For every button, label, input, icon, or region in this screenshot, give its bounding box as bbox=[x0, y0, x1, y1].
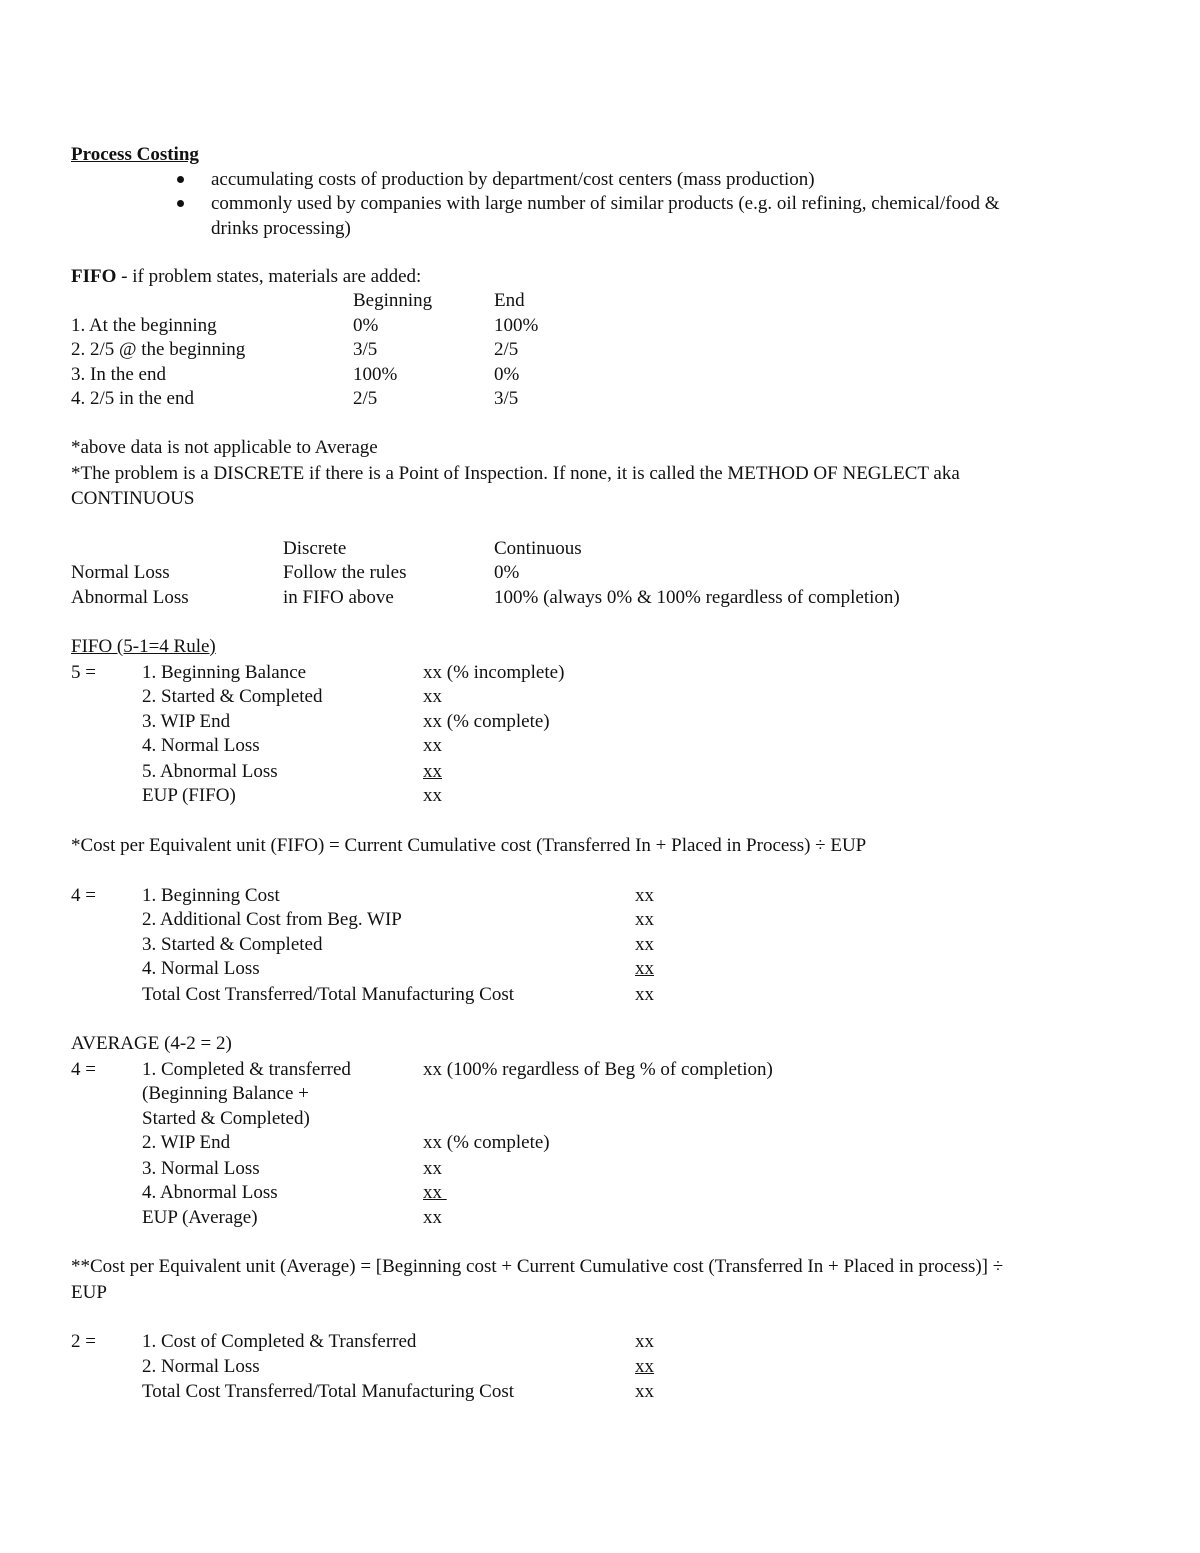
cost-note-fifo: *Cost per Equivalent unit (FIFO) = Current Cumulative cost (Transferred In + Placed in Process) ÷ EUP bbox=[71, 835, 867, 856]
note-discrete-continued: CONTINUOUS bbox=[71, 488, 195, 509]
bullet-icon bbox=[177, 176, 184, 183]
fifo-row-end: 2/5 bbox=[494, 339, 519, 360]
equation-prefix: 4 = bbox=[71, 1059, 96, 1080]
cost-row-label: 1. Cost of Completed & Transferred bbox=[142, 1331, 417, 1352]
cost-row-label: 1. Beginning Cost bbox=[142, 885, 280, 906]
column-header-discrete: Discrete bbox=[283, 538, 347, 559]
bullet-text: accumulating costs of production by department/cost centers (mass production) bbox=[211, 169, 815, 190]
cost-note-average-continued: EUP bbox=[71, 1282, 107, 1303]
eup-row-label: 4. Normal Loss bbox=[142, 735, 260, 756]
eup-row-label: 1. Beginning Balance bbox=[142, 662, 307, 683]
bullet-text: commonly used by companies with large number of similar products (e.g. oil refining, chemical/food & bbox=[211, 193, 1000, 214]
cost-row-value: xx bbox=[635, 909, 654, 930]
cost-total-value: xx bbox=[635, 984, 654, 1005]
cost-row-value: xx bbox=[635, 885, 654, 906]
eup-total-label: EUP (Average) bbox=[142, 1207, 258, 1228]
note-discrete: *The problem is a DISCRETE if there is a Point of Inspection. If none, it is called the METHOD OF NEGLECT aka bbox=[71, 463, 960, 484]
column-header-continuous: Continuous bbox=[494, 538, 582, 559]
eup-row-label: 2. WIP End bbox=[142, 1132, 231, 1153]
bullet-text-continued: drinks processing) bbox=[211, 218, 351, 239]
cost-row-value: xx bbox=[635, 958, 654, 979]
eup-row-label: 1. Completed & transferred bbox=[142, 1059, 351, 1080]
loss-row-continuous: 100% (always 0% & 100% regardless of completion) bbox=[494, 587, 900, 608]
cost-row-value: xx bbox=[635, 934, 654, 955]
fifo-row-label: 1. At the beginning bbox=[71, 315, 217, 336]
eup-row-value: xx bbox=[423, 686, 442, 707]
cost-total-label: Total Cost Transferred/Total Manufacturing Cost bbox=[142, 1381, 515, 1402]
cost-row-value: xx bbox=[635, 1331, 654, 1352]
loss-row-discrete: in FIFO above bbox=[283, 587, 394, 608]
eup-row-label: 2. Started & Completed bbox=[142, 686, 323, 707]
fifo-row-end: 100% bbox=[494, 315, 539, 336]
section-heading-average: AVERAGE (4-2 = 2) bbox=[71, 1033, 232, 1054]
equation-prefix: 5 = bbox=[71, 662, 96, 683]
eup-row-value: xx bbox=[423, 735, 442, 756]
fifo-row-beginning: 3/5 bbox=[353, 339, 378, 360]
column-header-beginning: Beginning bbox=[353, 290, 433, 311]
column-header-end: End bbox=[494, 290, 525, 311]
equation-prefix: 4 = bbox=[71, 885, 96, 906]
cost-row-value: xx bbox=[635, 1356, 654, 1377]
cost-row-label: 4. Normal Loss bbox=[142, 958, 260, 979]
cost-total-value: xx bbox=[635, 1381, 654, 1402]
section-heading-fifo: FIFO (5-1=4 Rule) bbox=[71, 636, 216, 657]
eup-row-value: xx bbox=[423, 1158, 442, 1179]
eup-row-label: 3. WIP End bbox=[142, 711, 231, 732]
fifo-row-beginning: 0% bbox=[353, 315, 379, 336]
eup-total-label: EUP (FIFO) bbox=[142, 785, 236, 806]
eup-row-label-continued: Started & Completed) bbox=[142, 1108, 310, 1129]
fifo-intro-line bbox=[71, 266, 421, 288]
page-title: Process Costing bbox=[71, 144, 199, 165]
eup-total-value: xx bbox=[423, 785, 442, 806]
cost-total-label: Total Cost Transferred/Total Manufacturing Cost bbox=[142, 984, 515, 1005]
cost-row-label: 2. Normal Loss bbox=[142, 1356, 260, 1377]
eup-row-value: xx bbox=[423, 761, 442, 782]
fifo-row-label: 2. 2/5 @ the beginning bbox=[71, 339, 246, 360]
cost-note-average: **Cost per Equivalent unit (Average) = [Beginning cost + Current Cumulative cost (Transferred In + Placed in process)] ÷ bbox=[71, 1256, 1004, 1277]
eup-row-value: xx bbox=[423, 1182, 447, 1203]
fifo-row-beginning: 100% bbox=[353, 364, 398, 385]
note-average: *above data is not applicable to Average bbox=[71, 437, 378, 458]
fifo-row-label: 3. In the end bbox=[71, 364, 166, 385]
loss-row-label: Normal Loss bbox=[71, 562, 170, 583]
eup-row-value: xx (% complete) bbox=[423, 1132, 550, 1153]
fifo-label: FIFO bbox=[71, 266, 117, 287]
cost-row-label: 3. Started & Completed bbox=[142, 934, 323, 955]
eup-row-label-continued: (Beginning Balance + bbox=[142, 1083, 309, 1104]
fifo-row-beginning: 2/5 bbox=[353, 388, 378, 409]
loss-row-label: Abnormal Loss bbox=[71, 587, 189, 608]
eup-row-value: xx (100% regardless of Beg % of completion) bbox=[423, 1059, 773, 1080]
eup-row-value: xx (% complete) bbox=[423, 711, 550, 732]
eup-row-label: 3. Normal Loss bbox=[142, 1158, 260, 1179]
eup-row-value: xx (% incomplete) bbox=[423, 662, 565, 683]
fifo-row-end: 0% bbox=[494, 364, 520, 385]
loss-row-discrete: Follow the rules bbox=[283, 562, 407, 583]
fifo-row-end: 3/5 bbox=[494, 388, 519, 409]
fifo-intro-text: - if problem states, materials are added: bbox=[116, 266, 422, 287]
loss-row-continuous: 0% bbox=[494, 562, 520, 583]
eup-row-label: 4. Abnormal Loss bbox=[142, 1182, 278, 1203]
equation-prefix: 2 = bbox=[71, 1331, 96, 1352]
eup-row-label: 5. Abnormal Loss bbox=[142, 761, 278, 782]
eup-total-value: xx bbox=[423, 1207, 442, 1228]
cost-row-label: 2. Additional Cost from Beg. WIP bbox=[142, 909, 402, 930]
fifo-row-label: 4. 2/5 in the end bbox=[71, 388, 194, 409]
bullet-icon bbox=[177, 200, 184, 207]
